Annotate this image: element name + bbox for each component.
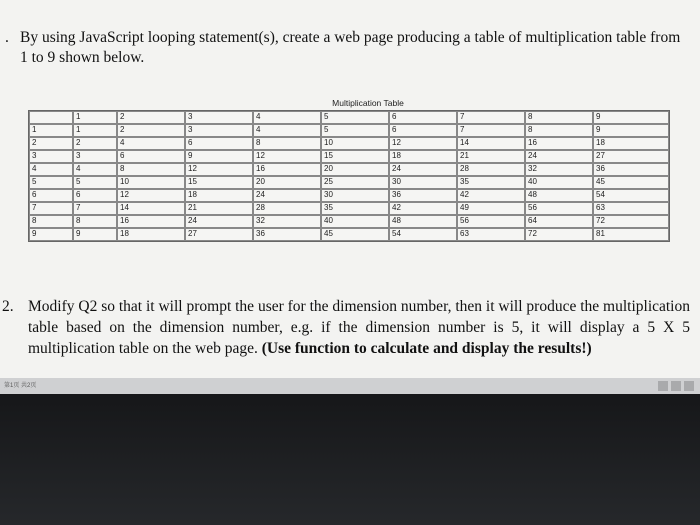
table-cell: 56 bbox=[525, 202, 593, 215]
table-cell: 21 bbox=[185, 202, 253, 215]
table-cell: 45 bbox=[321, 228, 389, 241]
table-cell: 9 bbox=[29, 228, 73, 241]
table-cell: 3 bbox=[29, 150, 73, 163]
table-cell: 63 bbox=[457, 228, 525, 241]
table-caption: Multiplication Table bbox=[332, 98, 404, 108]
question-2-number: 2. bbox=[2, 298, 14, 315]
table-cell: 7 bbox=[29, 202, 73, 215]
table-cell: 42 bbox=[457, 189, 525, 202]
table-cell: 30 bbox=[389, 176, 457, 189]
table-cell: 8 bbox=[525, 111, 593, 124]
table-cell: 9 bbox=[593, 124, 669, 137]
table-row bbox=[29, 111, 669, 124]
table-cell: 35 bbox=[321, 202, 389, 215]
table-cell: 40 bbox=[321, 215, 389, 228]
table-cell: 2 bbox=[29, 137, 73, 150]
table-cell: 21 bbox=[457, 150, 525, 163]
table-cell: 14 bbox=[117, 202, 185, 215]
table-cell: 40 bbox=[525, 176, 593, 189]
taskbar bbox=[0, 378, 700, 394]
table-cell: 7 bbox=[73, 202, 117, 215]
table-cell: 9 bbox=[73, 228, 117, 241]
taskbar-status: 第1页 共2页 bbox=[4, 383, 37, 389]
table-cell: 48 bbox=[389, 215, 457, 228]
table-cell: 63 bbox=[593, 202, 669, 215]
table-cell: 48 bbox=[525, 189, 593, 202]
table-cell: 10 bbox=[117, 176, 185, 189]
table-cell: 15 bbox=[321, 150, 389, 163]
table-cell: 3 bbox=[185, 111, 253, 124]
table-cell: 12 bbox=[253, 150, 321, 163]
table-row bbox=[29, 176, 669, 189]
table-cell: 4 bbox=[253, 111, 321, 124]
table-cell: 6 bbox=[73, 189, 117, 202]
table-cell: 64 bbox=[525, 215, 593, 228]
tray-icon[interactable] bbox=[684, 381, 694, 391]
table-cell: 32 bbox=[525, 163, 593, 176]
table-cell: 9 bbox=[185, 150, 253, 163]
table-cell: 15 bbox=[185, 176, 253, 189]
taskbar-tray bbox=[658, 381, 694, 391]
table-row bbox=[29, 124, 669, 137]
table-cell: 6 bbox=[29, 189, 73, 202]
table-cell: 28 bbox=[457, 163, 525, 176]
table-cell: 45 bbox=[593, 176, 669, 189]
table-cell: 24 bbox=[525, 150, 593, 163]
table-cell: 12 bbox=[389, 137, 457, 150]
table-cell: 2 bbox=[117, 111, 185, 124]
table-cell: 25 bbox=[321, 176, 389, 189]
table-cell: 8 bbox=[253, 137, 321, 150]
question-1-bullet: . bbox=[5, 29, 9, 46]
table-cell: 49 bbox=[457, 202, 525, 215]
table-cell: 35 bbox=[457, 176, 525, 189]
table-cell: 36 bbox=[253, 228, 321, 241]
table-cell: 5 bbox=[321, 124, 389, 137]
table-cell: 24 bbox=[185, 215, 253, 228]
table-cell: 24 bbox=[253, 189, 321, 202]
tray-icon[interactable] bbox=[671, 381, 681, 391]
table-cell: 18 bbox=[117, 228, 185, 241]
table-row bbox=[29, 150, 669, 163]
table-cell: 12 bbox=[185, 163, 253, 176]
question-2-text: Modify Q2 so that it will prompt the user for the dimension number, then it will produce the multiplication table based on the dimension number, e.g. if the dimension number is 5, it will display a 5 X 5 multiplication table on the web page. bbox=[28, 298, 690, 357]
table-cell: 8 bbox=[117, 163, 185, 176]
table-cell: 1 bbox=[29, 124, 73, 137]
table-cell: 18 bbox=[389, 150, 457, 163]
table-cell: 56 bbox=[457, 215, 525, 228]
table-cell: 28 bbox=[253, 202, 321, 215]
table-cell: 9 bbox=[593, 111, 669, 124]
table-cell: 5 bbox=[29, 176, 73, 189]
table-cell: 42 bbox=[389, 202, 457, 215]
table-cell: 10 bbox=[321, 137, 389, 150]
table-cell: 3 bbox=[185, 124, 253, 137]
tray-icon[interactable] bbox=[658, 381, 668, 391]
table-cell: 36 bbox=[593, 163, 669, 176]
table-cell: 18 bbox=[593, 137, 669, 150]
table-cell: 2 bbox=[73, 137, 117, 150]
table-cell: 8 bbox=[73, 215, 117, 228]
multiplication-table-container bbox=[28, 96, 668, 242]
question-1 bbox=[5, 28, 690, 68]
table-row bbox=[29, 228, 669, 241]
table-cell: 72 bbox=[525, 228, 593, 241]
table-cell: 24 bbox=[389, 163, 457, 176]
table-row bbox=[29, 202, 669, 215]
question-1-text: By using JavaScript looping statement(s), create a web page producing a table of multiplication table from 1 to 9 shown below. bbox=[20, 29, 681, 66]
table-cell: 1 bbox=[73, 124, 117, 137]
multiplication-table bbox=[28, 110, 670, 242]
table-cell: 6 bbox=[185, 137, 253, 150]
table-cell: 54 bbox=[389, 228, 457, 241]
table-cell: 27 bbox=[185, 228, 253, 241]
table-cell: 6 bbox=[389, 124, 457, 137]
table-cell: 1 bbox=[73, 111, 117, 124]
table-cell: 16 bbox=[253, 163, 321, 176]
table-row bbox=[29, 137, 669, 150]
table-cell: 20 bbox=[253, 176, 321, 189]
question-2 bbox=[2, 296, 690, 359]
table-row bbox=[29, 189, 669, 202]
table-cell: 4 bbox=[29, 163, 73, 176]
table-cell: 6 bbox=[389, 111, 457, 124]
table-cell: 18 bbox=[185, 189, 253, 202]
table-cell: 14 bbox=[457, 137, 525, 150]
table-cell: 4 bbox=[117, 137, 185, 150]
table-cell: 20 bbox=[321, 163, 389, 176]
table-cell: 32 bbox=[253, 215, 321, 228]
question-2-bold-note: (Use function to calculate and display the results!) bbox=[261, 340, 592, 357]
table-cell: 7 bbox=[457, 111, 525, 124]
table-cell: 12 bbox=[117, 189, 185, 202]
table-cell: 72 bbox=[593, 215, 669, 228]
table-cell: 5 bbox=[321, 111, 389, 124]
table-cell bbox=[29, 111, 73, 124]
table-cell: 81 bbox=[593, 228, 669, 241]
table-cell: 54 bbox=[593, 189, 669, 202]
table-row bbox=[29, 163, 669, 176]
table-cell: 4 bbox=[73, 163, 117, 176]
table-cell: 2 bbox=[117, 124, 185, 137]
table-cell: 7 bbox=[457, 124, 525, 137]
table-row bbox=[29, 215, 669, 228]
table-cell: 30 bbox=[321, 189, 389, 202]
table-cell: 27 bbox=[593, 150, 669, 163]
table-cell: 16 bbox=[117, 215, 185, 228]
table-cell: 3 bbox=[73, 150, 117, 163]
table-cell: 36 bbox=[389, 189, 457, 202]
table-cell: 8 bbox=[525, 124, 593, 137]
table-cell: 8 bbox=[29, 215, 73, 228]
monitor-bezel bbox=[0, 394, 700, 525]
table-cell: 5 bbox=[73, 176, 117, 189]
table-cell: 16 bbox=[525, 137, 593, 150]
table-cell: 6 bbox=[117, 150, 185, 163]
table-cell: 4 bbox=[253, 124, 321, 137]
